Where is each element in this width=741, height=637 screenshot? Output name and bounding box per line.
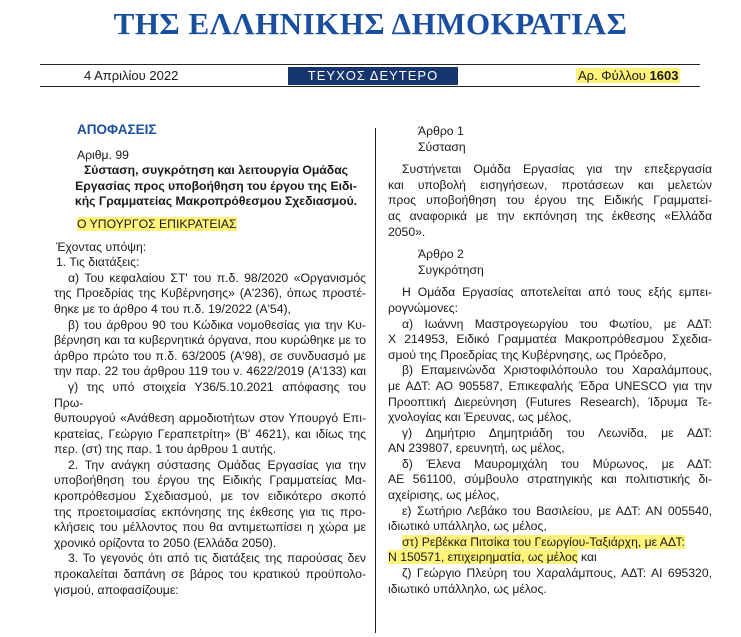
text-line: Έχοντας υπόψη: (56, 239, 147, 254)
text-line: Προοπτική Διερεύνηση (Futures Research), Ίδρυμα Τε- (388, 394, 712, 409)
text-line: 3. Το γεγονός ότι από τις διατάξεις της παρούσας δεν (68, 551, 366, 566)
sheet-number (576, 68, 680, 83)
text-line: α) Ιωάννη Μαστρογεωργίου του Φωτίου, με ΑΔΤ: (402, 316, 712, 331)
text-line: α) Του κεφαλαίου ΣΤ' του π.δ. 98/2020 «Οργανισμός (68, 270, 366, 285)
text-line: προς υποβοήθηση του έργου της Ειδικής Γραμματεί- (388, 193, 712, 208)
issue-label: ΤΕΥΧΟΣ ΔΕΥΤΕΡΟ (288, 67, 458, 85)
text-line: ζ) Γεώργιο Πλεύρη του Χαραλάμπους, ΑΔΤ: ΑΙ 695320, (402, 566, 712, 581)
article-1-subtitle: Σύσταση (418, 139, 466, 154)
text-line: περ. (στ) της παρ. 1 του άρθρου 1 αυτής. (54, 442, 277, 457)
text-line: γ) Δημήτριο Δημητριάδη του Λεωνίδα, με ΑΔΤ: (402, 425, 712, 440)
text-line: θυπουργού «Ανάθεση αρμοδιοτήτων στον Υπουργό Επι- (54, 411, 366, 426)
text-line: της Προεδρίας της Κυβέρνησης» (Α'236), όπως προστέ- (54, 286, 366, 301)
text-line: με ΑΔΤ: ΑΟ 905587, Επικεφαλής Έδρα UNESCO για την (388, 378, 712, 393)
text-line: κλήσεις του μέλλοντος που θα αντιμετωπίσει η χώρα με (54, 520, 366, 535)
text-line: κρατείας, Γεώργιο Γεραπετρίτη» (Β' 4621), και ιδίως της (54, 426, 366, 441)
article-2-title: Άρθρο 2 (418, 247, 464, 262)
text-line: ας αναφορικά με την εκπόνηση της έκθεσης «Ελλάδα (388, 208, 712, 223)
text-line: χρονικό ορίζοντα το 2050 (Ελλάδα 2050). (54, 535, 277, 550)
issue-date: 4 Απριλίου 2022 (84, 68, 179, 83)
text-line: ε) Σωτήριο Λεβάκο του Βασιλείου, με ΑΔΤ: ΑΝ 005540, (402, 503, 712, 518)
text-line: σμού της Προεδρίας της Κυβέρνησης, ως Πρόεδρο, (388, 347, 667, 362)
issuing-authority: Ο ΥΠΟΥΡΓΟΣ ΕΠΙΚΡΑΤΕΙΑΣ (77, 216, 237, 231)
decision-title-line: Σύσταση, συγκρότηση και λειτουργία Ομάδας (83, 163, 349, 178)
decision-number: Αριθμ. 99 (77, 147, 129, 162)
header-top-rule (40, 64, 700, 65)
text-line: Συστήνεται Ομάδα Εργασίας για την επεξεργασία (402, 162, 712, 177)
article-2-subtitle: Συγκρότηση (418, 262, 484, 277)
header-bottom-rule (40, 86, 700, 87)
article-1-title: Άρθρο 1 (418, 124, 464, 138)
section-heading: ΑΠΟΦΑΣΕΙΣ (77, 122, 157, 137)
text-line: την παρ. 22 του άρθρου 119 του ν. 4622/2019 (Α'133) και (54, 364, 366, 379)
text-line: προκαλείται δαπάνη σε βάρος του κρατικού προϋπολο- (54, 567, 366, 582)
text-line: ιδιωτικό υπάλληλο, ως μέλος. (388, 581, 547, 596)
text-line: θηκε με το άρθρο 4 του π.δ. 19/2022 (Α'54), (54, 301, 291, 316)
text-line: β) Επαμεινώνδα Χριστοφιλόπουλο του Χαραλάμπους, (402, 363, 712, 378)
left-column (54, 118, 366, 598)
masthead-title: ΤΗΣ ΕΛΛΗΝΙΚΗΣ ΔΗΜΟΚΡΑΤΙΑΣ (113, 6, 628, 41)
text-line: Η Ομάδα Εργασίας αποτελείται από τους εξής εμπει- (402, 285, 712, 300)
text-line: ρογνώμονες: (388, 300, 459, 315)
text-line: 2. Την ανάγκη σύστασης Ομάδας Εργασίας για την (68, 457, 366, 472)
text-line: γισμού, αποφασίζουμε: (54, 582, 179, 597)
text-line: ιδιωτικό υπάλληλο, ως μέλος, (388, 519, 547, 534)
text-line: άρθρο πρώτο του π.δ. 63/2005 (Α'98), σε συνδυασμό με (54, 348, 366, 363)
text-line: δ) Έλενα Μαυρομιχάλη του Μύρωνος, με ΑΔΤ: (402, 456, 712, 471)
text-line: β) του άρθρου 90 του Κώδικα νομοθεσίας για την Κυ- (68, 317, 366, 332)
text-line: βέρνηση και τα κυβερνητικά όργανα, που κυρώθηκε με το (54, 333, 366, 348)
text-line: ΑΝ 239807, ερευνητή, ως μέλος, (388, 441, 565, 456)
highlighted-member-line: στ) Ρεβέκκα Πιτσίκα του Γεωργίου-Ταξιάρχη, με ΑΔΤ: (402, 534, 685, 549)
text-line: 2050». (388, 224, 426, 239)
text-line: γ) της υπό στοιχεία Υ36/5.10.2021 απόφασης του Πρω- (54, 379, 366, 410)
decision-title-line: Εργασίας προς υποβοήθηση του έργου της Ειδι- (75, 178, 357, 193)
text-line: και υποβολή εισηγήσεων, προτάσεων και μελετών (388, 177, 712, 192)
column-divider (375, 128, 376, 633)
text-line: χνολογίας και Έρευνας, ως μέλος, (388, 410, 572, 425)
text-line: υποβοήθηση του έργου της Ειδικής Γραμματείας Μα- (54, 473, 366, 488)
right-column (388, 118, 712, 597)
sheet-prefix: Αρ. Φύλλου (578, 68, 650, 83)
text-line: κροπρόθεσμου Σχεδιασμού, με τον ειδικότερο σκοπό (54, 489, 366, 504)
text-line: της προετοιμασίας εκπόνησης της έκθεσης για τις προ- (54, 504, 366, 519)
highlighted-member-line: Ν 150571, επιχειρηματία, ως μέλος (388, 550, 578, 565)
text-line: Χ 214953, Ειδικό Γραμματέα Μακροπρόθεσμου Σχεδια- (388, 332, 712, 347)
decision-title-line: κής Γραμματείας Μακροπρόθεσμου Σχεδιασμού. (74, 194, 358, 209)
text-line: αχείρισης, ως μέλος, (388, 488, 500, 503)
text-line: ΑΕ 561100, σύμβουλο στρατηγικής και πολιτιστικής δι- (388, 472, 712, 487)
sheet-number-value: 1603 (649, 68, 679, 83)
text-fragment: και (577, 550, 597, 565)
text-line: 1. Τις διατάξεις: (56, 255, 140, 270)
